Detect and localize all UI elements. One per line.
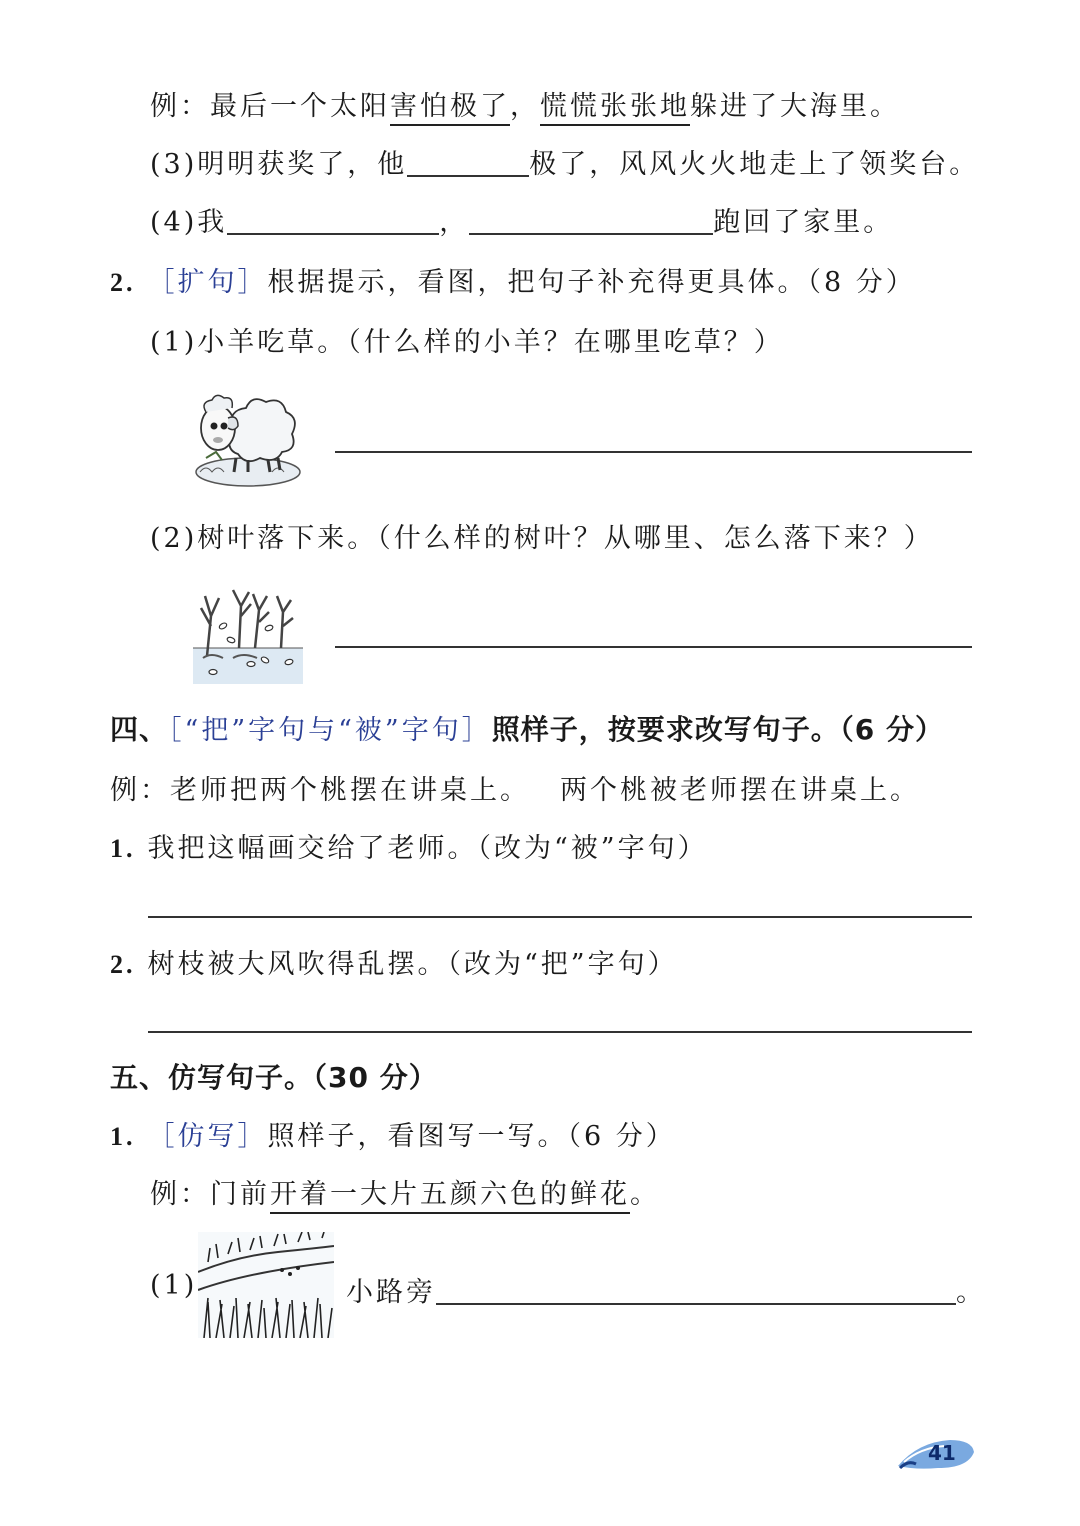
section5-example: 例：门前开着一大片五颜六色的鲜花。 [150,1172,660,1211]
section4-q2: 2. 树枝被大风吹得乱摆。（改为“把”字句） [110,949,678,980]
answer-line-s4-2[interactable] [148,1031,972,1033]
q2-heading: 2. ［扩句］根据提示，看图，把句子补充得更具体。（8 分） [110,267,916,298]
page-number: 41 [928,1441,956,1465]
section4-heading: 四、［“把”字句与“被”字句］照样子，按要求改写句子。（6 分） [110,713,944,746]
blank-4b[interactable] [469,207,713,235]
answer-line-q2-1[interactable] [335,451,972,453]
item-3: (3)明明获奖了，他 极了，风风火火地走上了领奖台。 [150,149,980,180]
section5-item1-label: (1) [150,1270,198,1301]
path-grass-image [198,1232,334,1338]
falling-leaves-image [193,586,303,684]
section5-item1: 小路旁 。 [346,1277,986,1308]
answer-line-s4-1[interactable] [148,916,972,918]
answer-line-q2-2[interactable] [335,646,972,648]
section4-example: 例：老师把两个桃摆在讲桌上。 两个桃被老师摆在讲桌上。 [110,775,920,806]
section5-q1: 1. ［仿写］照样子，看图写一写。（6 分） [110,1121,676,1152]
item-4: (4)我 ， 跑回了家里。 [150,207,894,238]
blank-3[interactable] [407,149,529,177]
answer-line-s5-1[interactable] [436,1277,956,1305]
blank-4a[interactable] [227,207,439,235]
section4-q1: 1. 我把这幅画交给了老师。（改为“被”字句） [110,833,708,864]
q2-item-1: (1)小羊吃草。（什么样的小羊？在哪里吃草？） [150,327,784,358]
section5-heading: 五、仿写句子。（30 分） [110,1061,438,1094]
example-sentence: 例：最后一个太阳害怕极了，慌慌张张地躲进了大海里。 [150,84,900,123]
sheep-image [192,388,304,492]
q2-item-2: (2)树叶落下来。（什么样的树叶？从哪里、怎么落下来？） [150,523,934,554]
